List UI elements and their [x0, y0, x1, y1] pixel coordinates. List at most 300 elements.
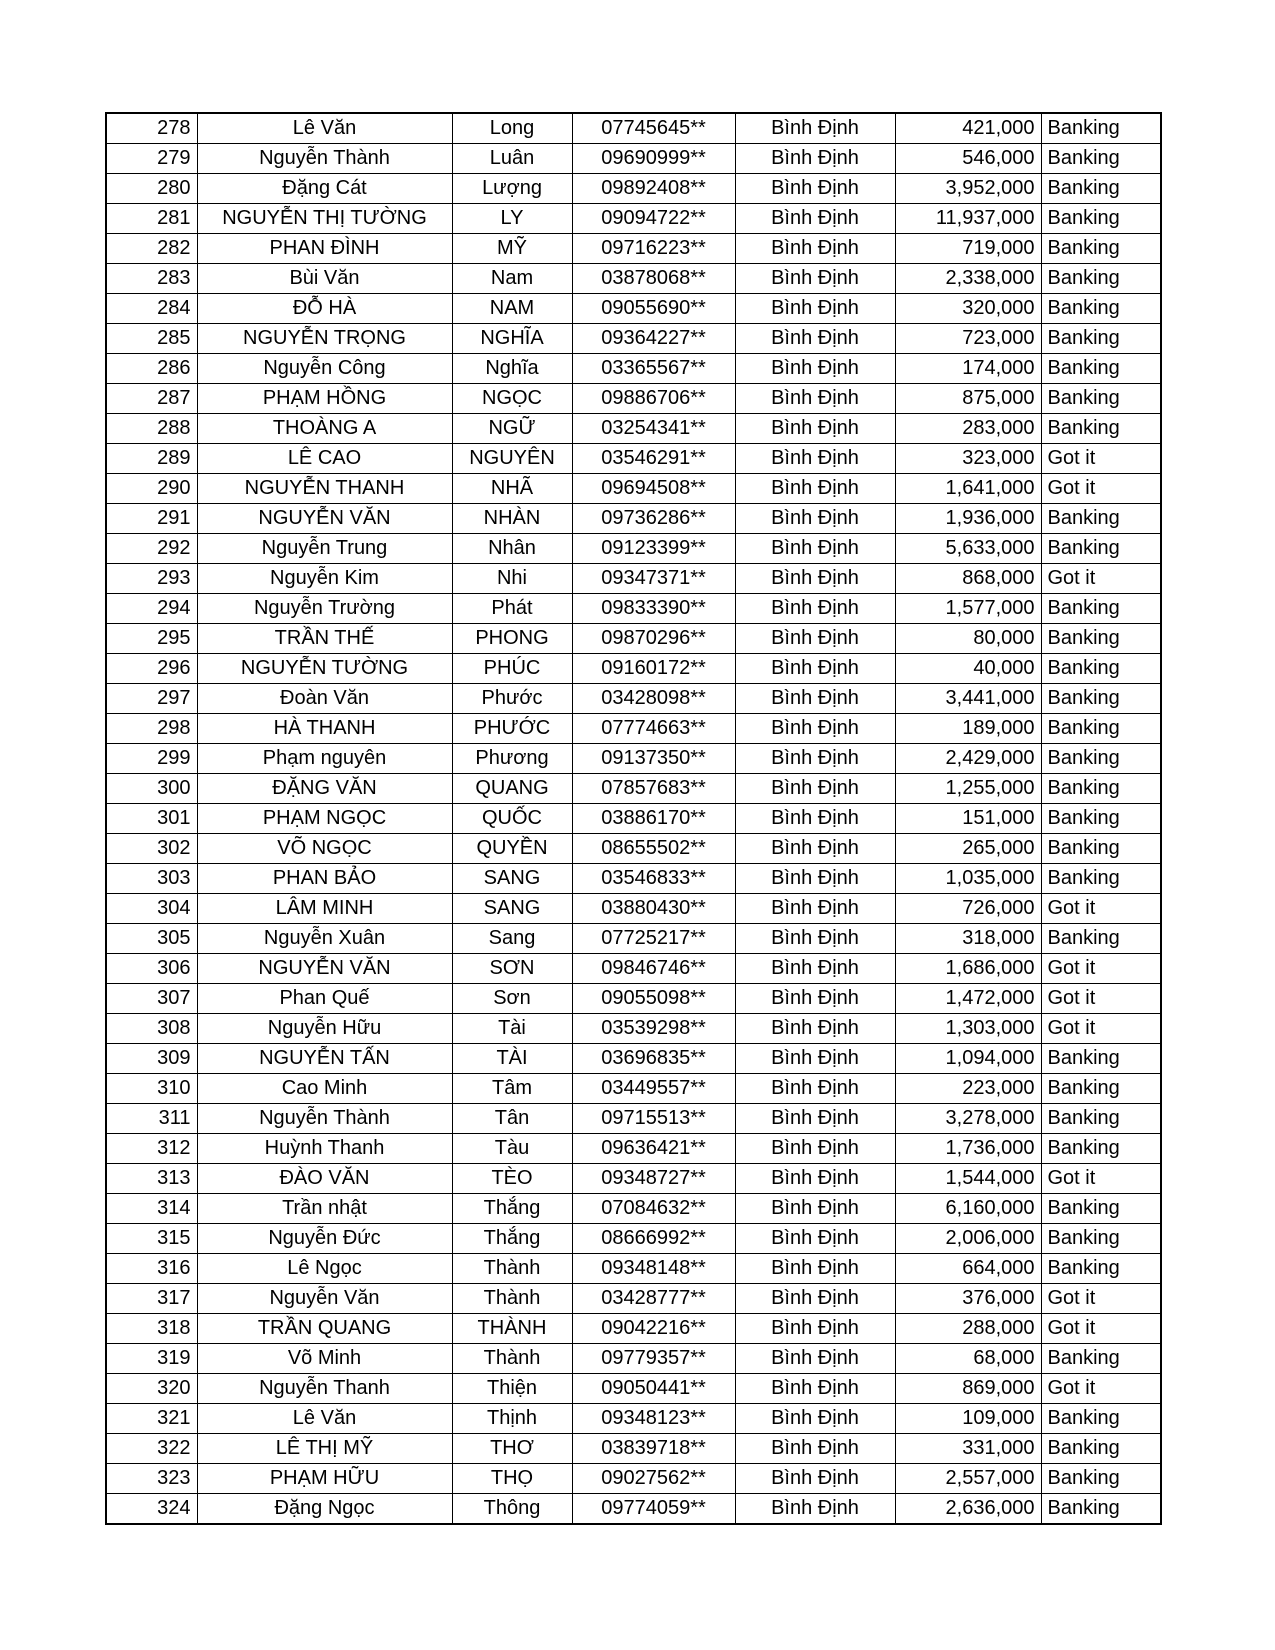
row-number-cell: 298	[106, 714, 197, 744]
amount-cell: 265,000	[895, 834, 1041, 864]
phone-cell: 07774663**	[572, 714, 735, 744]
row-number-cell: 287	[106, 384, 197, 414]
given-name-cell: LY	[452, 204, 572, 234]
amount-cell: 6,160,000	[895, 1194, 1041, 1224]
province-cell: Bình Định	[735, 1374, 895, 1404]
row-number-cell: 293	[106, 564, 197, 594]
row-number-cell: 280	[106, 174, 197, 204]
amount-cell: 1,255,000	[895, 774, 1041, 804]
given-name-cell: NGHĨA	[452, 324, 572, 354]
row-number-cell: 302	[106, 834, 197, 864]
table-row	[106, 834, 1161, 864]
table-row	[106, 1074, 1161, 1104]
table-row	[106, 744, 1161, 774]
given-name-cell: NGỌC	[452, 384, 572, 414]
table-row	[106, 894, 1161, 924]
phone-cell: 09055690**	[572, 294, 735, 324]
table-row	[106, 474, 1161, 504]
amount-cell: 719,000	[895, 234, 1041, 264]
amount-cell: 318,000	[895, 924, 1041, 954]
table-row	[106, 714, 1161, 744]
amount-cell: 1,094,000	[895, 1044, 1041, 1074]
surname-cell: Cao Minh	[197, 1074, 452, 1104]
phone-cell: 09736286**	[572, 504, 735, 534]
given-name-cell: PHƯỚC	[452, 714, 572, 744]
amount-cell: 1,035,000	[895, 864, 1041, 894]
phone-cell: 09348123**	[572, 1404, 735, 1434]
phone-cell: 07084632**	[572, 1194, 735, 1224]
surname-cell: PHAN ĐÌNH	[197, 234, 452, 264]
phone-cell: 09348727**	[572, 1164, 735, 1194]
row-number-cell: 314	[106, 1194, 197, 1224]
given-name-cell: Thắng	[452, 1224, 572, 1254]
province-cell: Bình Định	[735, 1224, 895, 1254]
row-number-cell: 279	[106, 144, 197, 174]
payment-method-cell: Banking	[1041, 1404, 1161, 1434]
table-row	[106, 774, 1161, 804]
payment-method-cell: Banking	[1041, 624, 1161, 654]
payment-method-cell: Banking	[1041, 1134, 1161, 1164]
phone-cell: 03254341**	[572, 414, 735, 444]
given-name-cell: Nhân	[452, 534, 572, 564]
surname-cell: NGUYỄN TRỌNG	[197, 324, 452, 354]
row-number-cell: 284	[106, 294, 197, 324]
given-name-cell: SƠN	[452, 954, 572, 984]
given-name-cell: Thắng	[452, 1194, 572, 1224]
row-number-cell: 315	[106, 1224, 197, 1254]
surname-cell: PHAN BẢO	[197, 864, 452, 894]
given-name-cell: Phương	[452, 744, 572, 774]
table-row	[106, 294, 1161, 324]
province-cell: Bình Định	[735, 294, 895, 324]
payment-method-cell: Banking	[1041, 174, 1161, 204]
given-name-cell: QUYỀN	[452, 834, 572, 864]
payment-method-cell: Banking	[1041, 864, 1161, 894]
table-row	[106, 204, 1161, 234]
amount-cell: 421,000	[895, 113, 1041, 144]
payment-method-cell: Got it	[1041, 954, 1161, 984]
given-name-cell: THÀNH	[452, 1314, 572, 1344]
table-row	[106, 384, 1161, 414]
row-number-cell: 324	[106, 1494, 197, 1525]
amount-cell: 1,303,000	[895, 1014, 1041, 1044]
phone-cell: 09716223**	[572, 234, 735, 264]
phone-cell: 09042216**	[572, 1314, 735, 1344]
surname-cell: Nguyễn Hữu	[197, 1014, 452, 1044]
province-cell: Bình Định	[735, 1254, 895, 1284]
phone-cell: 03449557**	[572, 1074, 735, 1104]
given-name-cell: THƠ	[452, 1434, 572, 1464]
given-name-cell: NGỮ	[452, 414, 572, 444]
phone-cell: 09055098**	[572, 984, 735, 1014]
payment-method-cell: Banking	[1041, 774, 1161, 804]
province-cell: Bình Định	[735, 324, 895, 354]
row-number-cell: 316	[106, 1254, 197, 1284]
amount-cell: 664,000	[895, 1254, 1041, 1284]
table-row	[106, 1194, 1161, 1224]
table-row	[106, 1494, 1161, 1525]
given-name-cell: Tân	[452, 1104, 572, 1134]
table-row	[106, 1314, 1161, 1344]
surname-cell: LÊ CAO	[197, 444, 452, 474]
surname-cell: THOÀNG A	[197, 414, 452, 444]
table-row	[106, 113, 1161, 144]
province-cell: Bình Định	[735, 444, 895, 474]
surname-cell: PHẠM NGỌC	[197, 804, 452, 834]
row-number-cell: 294	[106, 594, 197, 624]
row-number-cell: 282	[106, 234, 197, 264]
amount-cell: 3,278,000	[895, 1104, 1041, 1134]
table-row	[106, 1224, 1161, 1254]
amount-cell: 331,000	[895, 1434, 1041, 1464]
payment-method-cell: Banking	[1041, 1254, 1161, 1284]
province-cell: Bình Định	[735, 174, 895, 204]
given-name-cell: TÀI	[452, 1044, 572, 1074]
payment-method-cell: Got it	[1041, 1284, 1161, 1314]
given-name-cell: Nam	[452, 264, 572, 294]
amount-cell: 11,937,000	[895, 204, 1041, 234]
province-cell: Bình Định	[735, 684, 895, 714]
surname-cell: Nguyễn Trường	[197, 594, 452, 624]
given-name-cell: NAM	[452, 294, 572, 324]
province-cell: Bình Định	[735, 834, 895, 864]
province-cell: Bình Định	[735, 1284, 895, 1314]
table-row	[106, 804, 1161, 834]
payment-method-cell: Got it	[1041, 1314, 1161, 1344]
given-name-cell: NHÀN	[452, 504, 572, 534]
table-row	[106, 864, 1161, 894]
surname-cell: Trần nhật	[197, 1194, 452, 1224]
given-name-cell: NHÃ	[452, 474, 572, 504]
phone-cell: 03546291**	[572, 444, 735, 474]
surname-cell: Đặng Ngọc	[197, 1494, 452, 1525]
surname-cell: Nguyễn Trung	[197, 534, 452, 564]
phone-cell: 09774059**	[572, 1494, 735, 1525]
payment-method-cell: Banking	[1041, 1104, 1161, 1134]
table-row	[106, 174, 1161, 204]
province-cell: Bình Định	[735, 1344, 895, 1374]
given-name-cell: Nghĩa	[452, 354, 572, 384]
province-cell: Bình Định	[735, 1314, 895, 1344]
amount-cell: 2,636,000	[895, 1494, 1041, 1525]
phone-cell: 03539298**	[572, 1014, 735, 1044]
surname-cell: TRẦN THẾ	[197, 624, 452, 654]
given-name-cell: Sang	[452, 924, 572, 954]
surname-cell: ĐỖ HÀ	[197, 294, 452, 324]
payment-method-cell: Got it	[1041, 894, 1161, 924]
given-name-cell: Tâm	[452, 1074, 572, 1104]
province-cell: Bình Định	[735, 864, 895, 894]
row-number-cell: 307	[106, 984, 197, 1014]
table-row	[106, 534, 1161, 564]
amount-cell: 1,936,000	[895, 504, 1041, 534]
amount-cell: 1,641,000	[895, 474, 1041, 504]
province-cell: Bình Định	[735, 954, 895, 984]
province-cell: Bình Định	[735, 234, 895, 264]
payment-method-cell: Got it	[1041, 564, 1161, 594]
amount-cell: 3,952,000	[895, 174, 1041, 204]
payment-method-cell: Banking	[1041, 1074, 1161, 1104]
table-row	[106, 1434, 1161, 1464]
surname-cell: Đoàn Văn	[197, 684, 452, 714]
table-row	[106, 1254, 1161, 1284]
payment-method-cell: Banking	[1041, 1344, 1161, 1374]
payment-method-cell: Banking	[1041, 744, 1161, 774]
payment-method-cell: Banking	[1041, 1434, 1161, 1464]
province-cell: Bình Định	[735, 714, 895, 744]
surname-cell: NGUYỄN TẤN	[197, 1044, 452, 1074]
phone-cell: 09348148**	[572, 1254, 735, 1284]
surname-cell: Nguyễn Thanh	[197, 1374, 452, 1404]
row-number-cell: 290	[106, 474, 197, 504]
row-number-cell: 312	[106, 1134, 197, 1164]
amount-cell: 2,006,000	[895, 1224, 1041, 1254]
phone-cell: 03365567**	[572, 354, 735, 384]
amount-cell: 80,000	[895, 624, 1041, 654]
table-row	[106, 564, 1161, 594]
row-number-cell: 313	[106, 1164, 197, 1194]
amount-cell: 68,000	[895, 1344, 1041, 1374]
row-number-cell: 303	[106, 864, 197, 894]
row-number-cell: 278	[106, 113, 197, 144]
province-cell: Bình Định	[735, 474, 895, 504]
given-name-cell: PHÚC	[452, 654, 572, 684]
amount-cell: 3,441,000	[895, 684, 1041, 714]
surname-cell: Bùi Văn	[197, 264, 452, 294]
surname-cell: Đặng Cát	[197, 174, 452, 204]
surname-cell: Nguyễn Đức	[197, 1224, 452, 1254]
row-number-cell: 323	[106, 1464, 197, 1494]
phone-cell: 08655502**	[572, 834, 735, 864]
row-number-cell: 299	[106, 744, 197, 774]
table-row	[106, 354, 1161, 384]
phone-cell: 03428098**	[572, 684, 735, 714]
amount-cell: 1,544,000	[895, 1164, 1041, 1194]
payment-method-cell: Banking	[1041, 324, 1161, 354]
table-row	[106, 444, 1161, 474]
table-row	[106, 1404, 1161, 1434]
row-number-cell: 288	[106, 414, 197, 444]
province-cell: Bình Định	[735, 744, 895, 774]
phone-cell: 09892408**	[572, 174, 735, 204]
given-name-cell: Nhi	[452, 564, 572, 594]
phone-cell: 03878068**	[572, 264, 735, 294]
row-number-cell: 297	[106, 684, 197, 714]
table-row	[106, 1464, 1161, 1494]
row-number-cell: 289	[106, 444, 197, 474]
table-row	[106, 414, 1161, 444]
row-number-cell: 296	[106, 654, 197, 684]
payment-method-cell: Banking	[1041, 834, 1161, 864]
province-cell: Bình Định	[735, 354, 895, 384]
payment-method-cell: Banking	[1041, 234, 1161, 264]
row-number-cell: 301	[106, 804, 197, 834]
row-number-cell: 300	[106, 774, 197, 804]
given-name-cell: NGUYÊN	[452, 444, 572, 474]
province-cell: Bình Định	[735, 924, 895, 954]
row-number-cell: 317	[106, 1284, 197, 1314]
given-name-cell: Thành	[452, 1344, 572, 1374]
row-number-cell: 306	[106, 954, 197, 984]
given-name-cell: SANG	[452, 894, 572, 924]
given-name-cell: Thịnh	[452, 1404, 572, 1434]
amount-cell: 2,338,000	[895, 264, 1041, 294]
amount-cell: 2,429,000	[895, 744, 1041, 774]
payment-method-cell: Banking	[1041, 1494, 1161, 1525]
amount-cell: 875,000	[895, 384, 1041, 414]
province-cell: Bình Định	[735, 894, 895, 924]
table-row	[106, 1344, 1161, 1374]
given-name-cell: Tàu	[452, 1134, 572, 1164]
province-cell: Bình Định	[735, 534, 895, 564]
province-cell: Bình Định	[735, 1134, 895, 1164]
surname-cell: NGUYỄN VĂN	[197, 504, 452, 534]
province-cell: Bình Định	[735, 264, 895, 294]
payment-method-cell: Got it	[1041, 444, 1161, 474]
row-number-cell: 311	[106, 1104, 197, 1134]
phone-cell: 09846746**	[572, 954, 735, 984]
phone-cell: 09870296**	[572, 624, 735, 654]
province-cell: Bình Định	[735, 1494, 895, 1525]
phone-cell: 09694508**	[572, 474, 735, 504]
payment-method-cell: Banking	[1041, 414, 1161, 444]
given-name-cell: Thiện	[452, 1374, 572, 1404]
province-cell: Bình Định	[735, 384, 895, 414]
given-name-cell: Lượng	[452, 174, 572, 204]
payment-method-cell: Banking	[1041, 1224, 1161, 1254]
row-number-cell: 321	[106, 1404, 197, 1434]
table-row	[106, 504, 1161, 534]
province-cell: Bình Định	[735, 624, 895, 654]
payment-method-cell: Banking	[1041, 924, 1161, 954]
province-cell: Bình Định	[735, 1404, 895, 1434]
given-name-cell: THỌ	[452, 1464, 572, 1494]
recipient-table-body	[106, 113, 1161, 1524]
province-cell: Bình Định	[735, 204, 895, 234]
amount-cell: 320,000	[895, 294, 1041, 324]
row-number-cell: 309	[106, 1044, 197, 1074]
surname-cell: LÊ THỊ MỸ	[197, 1434, 452, 1464]
phone-cell: 09050441**	[572, 1374, 735, 1404]
given-name-cell: SANG	[452, 864, 572, 894]
amount-cell: 868,000	[895, 564, 1041, 594]
amount-cell: 1,736,000	[895, 1134, 1041, 1164]
row-number-cell: 285	[106, 324, 197, 354]
payment-method-cell: Banking	[1041, 264, 1161, 294]
surname-cell: Nguyễn Văn	[197, 1284, 452, 1314]
amount-cell: 726,000	[895, 894, 1041, 924]
amount-cell: 283,000	[895, 414, 1041, 444]
payment-method-cell: Banking	[1041, 654, 1161, 684]
amount-cell: 174,000	[895, 354, 1041, 384]
surname-cell: Huỳnh Thanh	[197, 1134, 452, 1164]
payment-method-cell: Banking	[1041, 1044, 1161, 1074]
surname-cell: Phan Quế	[197, 984, 452, 1014]
payment-method-cell: Banking	[1041, 384, 1161, 414]
province-cell: Bình Định	[735, 984, 895, 1014]
table-row	[106, 984, 1161, 1014]
surname-cell: Nguyễn Thành	[197, 1104, 452, 1134]
payment-method-cell: Got it	[1041, 1164, 1161, 1194]
surname-cell: LÂM MINH	[197, 894, 452, 924]
phone-cell: 08666992**	[572, 1224, 735, 1254]
payment-method-cell: Banking	[1041, 594, 1161, 624]
table-row	[106, 1284, 1161, 1314]
phone-cell: 09364227**	[572, 324, 735, 354]
province-cell: Bình Định	[735, 804, 895, 834]
given-name-cell: Sơn	[452, 984, 572, 1014]
row-number-cell: 318	[106, 1314, 197, 1344]
surname-cell: TRẦN QUANG	[197, 1314, 452, 1344]
surname-cell: NGUYỄN THỊ TƯỜNG	[197, 204, 452, 234]
province-cell: Bình Định	[735, 1074, 895, 1104]
row-number-cell: 291	[106, 504, 197, 534]
phone-cell: 07857683**	[572, 774, 735, 804]
given-name-cell: Thông	[452, 1494, 572, 1525]
province-cell: Bình Định	[735, 1194, 895, 1224]
province-cell: Bình Định	[735, 1014, 895, 1044]
table-row	[106, 1044, 1161, 1074]
table-row	[106, 654, 1161, 684]
province-cell: Bình Định	[735, 1434, 895, 1464]
surname-cell: NGUYỄN TƯỜNG	[197, 654, 452, 684]
given-name-cell: Phát	[452, 594, 572, 624]
amount-cell: 151,000	[895, 804, 1041, 834]
surname-cell: ĐÀO VĂN	[197, 1164, 452, 1194]
row-number-cell: 320	[106, 1374, 197, 1404]
phone-cell: 09690999**	[572, 144, 735, 174]
table-row	[106, 684, 1161, 714]
amount-cell: 323,000	[895, 444, 1041, 474]
province-cell: Bình Định	[735, 1164, 895, 1194]
given-name-cell: Thành	[452, 1254, 572, 1284]
payment-method-cell: Banking	[1041, 204, 1161, 234]
table-row	[106, 324, 1161, 354]
surname-cell: VÕ NGỌC	[197, 834, 452, 864]
phone-cell: 09833390**	[572, 594, 735, 624]
phone-cell: 09137350**	[572, 744, 735, 774]
table-row	[106, 1104, 1161, 1134]
table-row	[106, 1134, 1161, 1164]
payment-method-cell: Banking	[1041, 113, 1161, 144]
phone-cell: 03880430**	[572, 894, 735, 924]
phone-cell: 03546833**	[572, 864, 735, 894]
table-row	[106, 624, 1161, 654]
province-cell: Bình Định	[735, 654, 895, 684]
row-number-cell: 308	[106, 1014, 197, 1044]
payment-method-cell: Banking	[1041, 504, 1161, 534]
payment-method-cell: Got it	[1041, 984, 1161, 1014]
row-number-cell: 295	[106, 624, 197, 654]
amount-cell: 2,557,000	[895, 1464, 1041, 1494]
surname-cell: Lê Văn	[197, 113, 452, 144]
province-cell: Bình Định	[735, 594, 895, 624]
payment-method-cell: Got it	[1041, 1014, 1161, 1044]
payment-method-cell: Banking	[1041, 684, 1161, 714]
amount-cell: 1,577,000	[895, 594, 1041, 624]
phone-cell: 09779357**	[572, 1344, 735, 1374]
phone-cell: 03696835**	[572, 1044, 735, 1074]
row-number-cell: 283	[106, 264, 197, 294]
given-name-cell: PHONG	[452, 624, 572, 654]
row-number-cell: 305	[106, 924, 197, 954]
given-name-cell: Tài	[452, 1014, 572, 1044]
surname-cell: Lê Văn	[197, 1404, 452, 1434]
given-name-cell: Long	[452, 113, 572, 144]
payment-method-cell: Banking	[1041, 1194, 1161, 1224]
surname-cell: Lê Ngọc	[197, 1254, 452, 1284]
recipient-table	[105, 112, 1162, 1525]
